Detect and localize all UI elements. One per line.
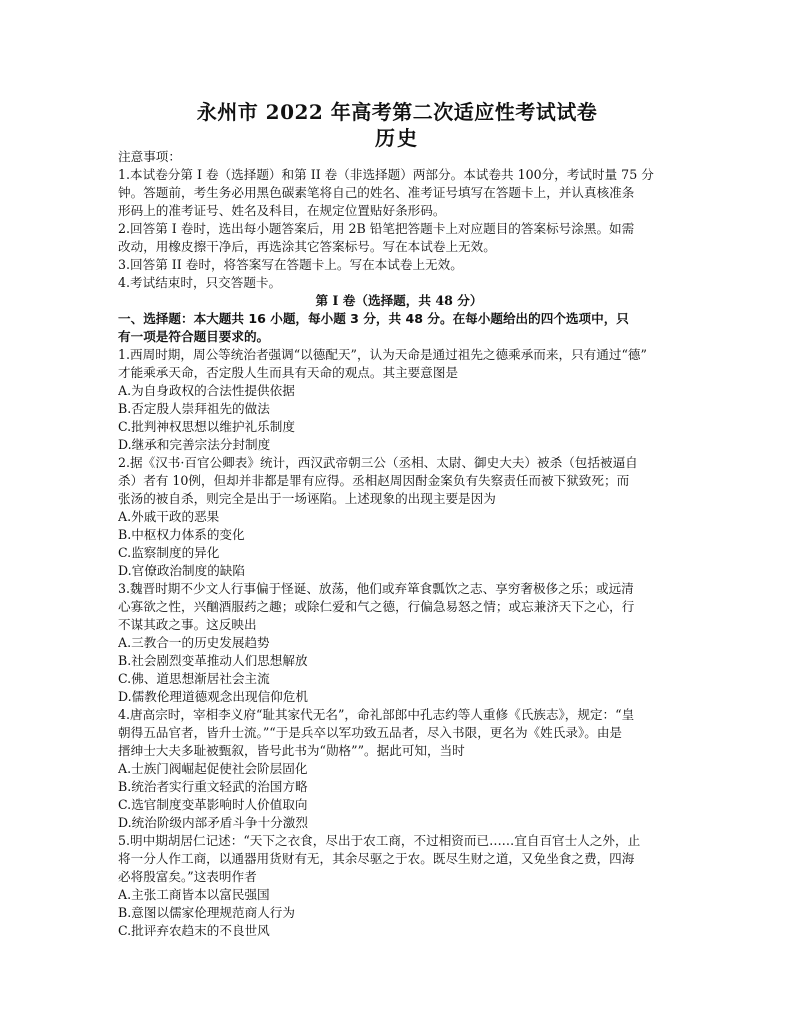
option-a: A.为自身政权的合法性提供依据: [118, 383, 295, 398]
question-1: [118, 346, 680, 454]
question-stem: 心寡欲之性，兴酗酒服药之趣；或除仁爱和气之德，行偏急易怒之情；或忘兼济天下之心，行: [118, 599, 635, 614]
option-c: C.批评弃农趋末的不良世风: [118, 923, 270, 938]
option-c: C.监察制度的异化: [118, 545, 220, 560]
notice-line: 改动，用橡皮擦干净后，再选涂其它答案标号。写在本试卷上无效。: [118, 239, 496, 254]
notice-heading: 注意事项：: [118, 149, 181, 164]
question-stem: 杀）者有 10例，但却并非都是罪有应得。丞相赵周因酎金案负有失察责任而被下狱致死；而: [118, 473, 630, 488]
question-stem: 才能乘承天命，否定殷人生而具有天命的观点。其主要意图是: [118, 365, 459, 380]
question-stem: 2.据《汉书·百官公卿表》统计，西汉武帝朝三公（丞相、太尉、御史大夫）被杀（包括被逼自: [118, 455, 638, 470]
option-c: C.选官制度变革影响时人价值取向: [118, 797, 308, 812]
question-stem: 朝得五品官者，皆升士流。”“于是兵卒以军功致五品者，尽入书限，更名为《姓氏录》。由是: [118, 725, 623, 740]
option-a: A.外戚干政的恶果: [118, 509, 220, 524]
question-4: [118, 706, 680, 832]
option-b: B.统治者实行重文轻武的治国方略: [118, 779, 308, 794]
option-d: D.官僚政治制度的缺陷: [118, 563, 245, 578]
section-title: 第 I 卷（选择题，共 48 分）: [315, 293, 483, 308]
option-a: A.主张工商皆本以富民强国: [118, 887, 270, 902]
question-2: [118, 454, 680, 580]
exam-subject: 历史: [375, 126, 419, 150]
notice-line: 4.考试结束时，只交答题卡。: [118, 275, 282, 290]
question-stem: 3.魏晋时期不少文人行事偏于怪诞、放荡，他们或弃箪食瓢饮之志、享穷奢极侈之乐；或远清: [118, 581, 634, 596]
section-instruction: 一、选择题：本大题共 16 小题，每小题 3 分，共 48 分。在每小题给出的四个选项中，只: [118, 311, 629, 326]
notice-line: 2.回答第 I 卷时，选出每小题答案后，用 2B 铅笔把答题卡上对应题目的答案标号涂黑。如需: [118, 221, 635, 236]
question-3: [118, 580, 680, 706]
notice-line: 1.本试卷分第 I 卷（选择题）和第 II 卷（非选择题）两部分。本试卷共 100分，考试时量 75 分: [118, 167, 654, 182]
option-d: D.继承和完善宗法分封制度: [118, 437, 271, 452]
option-c: C.批判神权思想以维护礼乐制度: [118, 419, 295, 434]
notice-line: 钟。答题前，考生务必用黑色碳素笔将自己的姓名、准考证号填写在答题卡上，并认真核准条: [118, 185, 635, 200]
option-b: B.否定殷人崇拜祖先的做法: [118, 401, 270, 416]
option-d: D.儒教伦理道德观念出现信仰危机: [118, 689, 308, 704]
notice-line: 3.回答第 II 卷时，将答案写在答题卡上。写在本试卷上无效。: [118, 257, 463, 272]
question-stem: 5.明中期胡居仁记述：“天下之衣食，尽出于农工商，不过相资而已……宜自百官士人之外，止: [118, 833, 641, 848]
exam-title: 永州市 2022 年高考第二次适应性考试试卷: [196, 100, 598, 124]
question-stem: 4.唐高宗时，宰相李义府“耻其家代无名”，命礼部郎中孔志约等人重修《氏族志》，规定：“皇: [118, 707, 635, 722]
option-b: B.社会剧烈变革推动人们思想解放: [118, 653, 308, 668]
option-b: B.中枢权力体系的变化: [118, 527, 245, 542]
question-stem: 1.西周时期，周公等统治者强调“以德配天”，认为天命是通过祖先之德乘承而来，只有通过“德”: [118, 347, 647, 362]
section-instruction: 有一项是符合题目要求的。: [118, 329, 270, 344]
question-stem: 不谋其政之事。这反映出: [118, 617, 257, 632]
option-c: C.佛、道思想渐居社会主流: [118, 671, 270, 686]
question-5: [118, 832, 680, 940]
option-d: D.统治阶级内部矛盾斗争十分激烈: [118, 815, 308, 830]
question-stem: 张汤的被自杀，则完全是出于一场诬陷。上述现象的出现主要是因为: [118, 491, 496, 506]
question-stem: 搢绅士大夫多耻被甄叙，皆号此书为“勋格””。据此可知，当时: [118, 743, 465, 758]
question-stem: 将一分人作工商，以通器用货财有无，其余尽驱之于农。既尽生财之道，又免坐食之费，四海: [118, 851, 635, 866]
option-b: B.意图以儒家伦理规范商人行为: [118, 905, 295, 920]
exam-content: [118, 148, 680, 940]
option-a: A.士族门阀崛起促使社会阶层固化: [118, 761, 308, 776]
question-stem: 必将殷富矣。”这表明作者: [118, 869, 257, 884]
notice-line: 形码上的准考证号、姓名及科目，在规定位置贴好条形码。: [118, 203, 446, 218]
option-a: A.三教合一的历史发展趋势: [118, 635, 270, 650]
